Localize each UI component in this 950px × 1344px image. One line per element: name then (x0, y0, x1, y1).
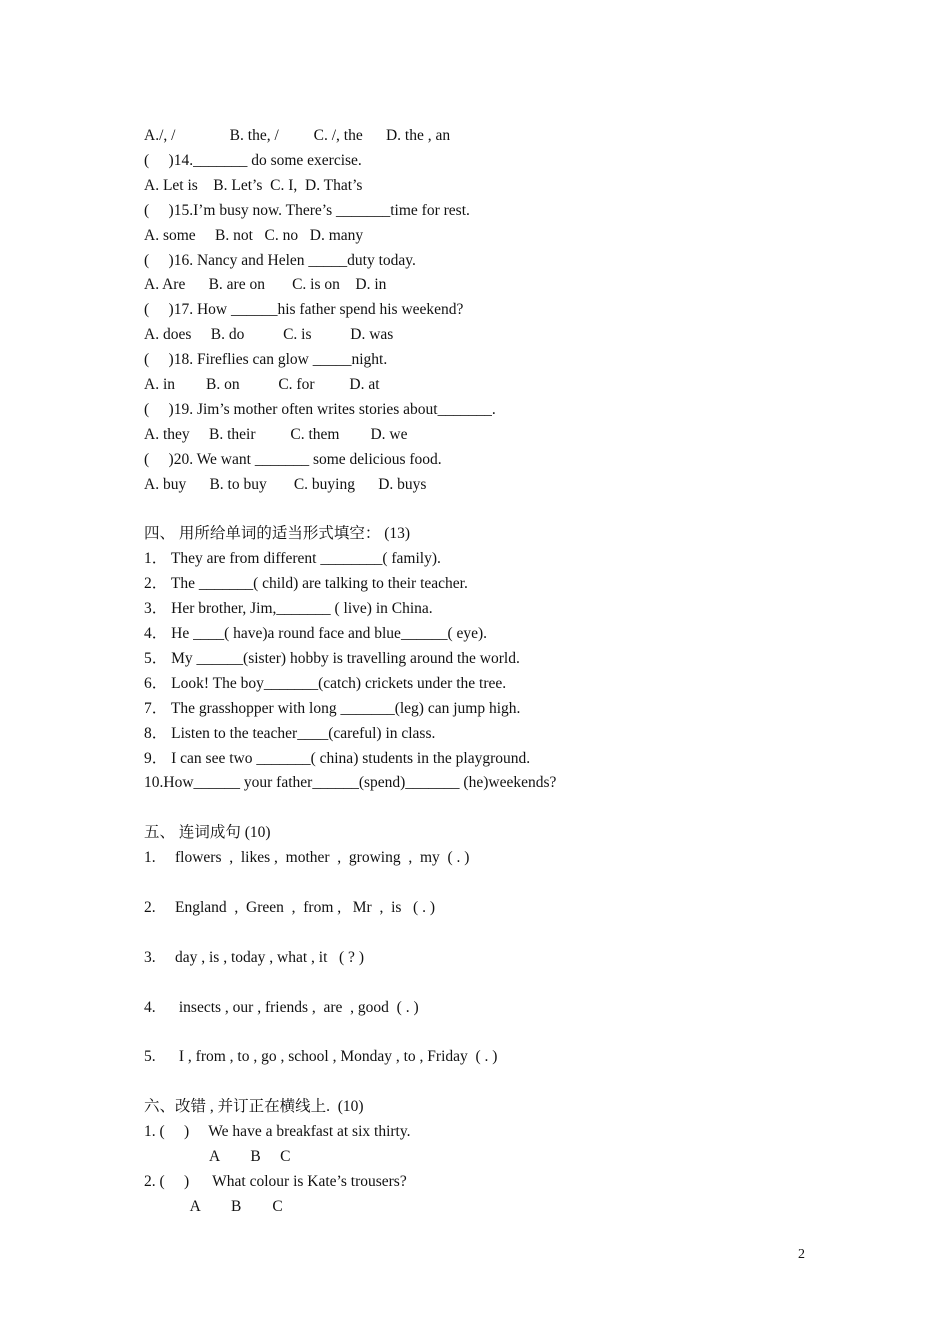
text-line: A. Are B. are on C. is on D. in (144, 276, 387, 294)
text-line: 9． I can see two _______( china) students in the playground. (144, 749, 531, 767)
page-number: 2 (798, 1247, 805, 1262)
text-line: ( )19. Jim’s mother often writes stories about_______. (144, 400, 496, 418)
text-line: ( )17. How ______his father spend his weekend? (144, 301, 464, 319)
text-line: A B C (144, 1147, 291, 1165)
text-line: 1. ( ) We have a breakfast at six thirty. (144, 1123, 411, 1140)
text-line: 2. England , Green , from , Mr , is ( . ) (144, 898, 436, 916)
text-line: ( )14._______ do some exercise. (144, 151, 362, 169)
text-line: A B C (144, 1197, 283, 1215)
text-line: A. they B. their C. them D. we (144, 425, 408, 443)
text-line: 5． My ______(sister) hobby is travelling around the world. (144, 649, 520, 667)
text-line: ( )15.I’m busy now. There’s _______time for rest. (144, 201, 470, 219)
text-line: ( )16. Nancy and Helen _____duty today. (144, 251, 416, 269)
text-line: 3． Her brother, Jim,_______ ( live) in China. (144, 600, 433, 618)
text-line: 1． They are from different ________( family). (144, 550, 441, 568)
text-line: 2． The _______( child) are talking to their teacher. (144, 575, 468, 593)
text-line: ( )20. We want _______ some delicious food. (144, 450, 442, 468)
text-line: 8． Listen to the teacher____(careful) in class. (144, 724, 436, 742)
text-line: A. Let is B. Let’s C. I, D. That’s (144, 176, 363, 194)
text-line: 2. ( ) What colour is Kate’s trousers? (144, 1172, 407, 1190)
text-line: 3. day , is , today , what , it ( ? ) (144, 948, 364, 966)
text-line: A. some B. not C. no D. many (144, 226, 364, 244)
text-line: 四、 用所给单词的适当形式填空： (13) (144, 525, 411, 543)
text-line: A. in B. on C. for D. at (144, 376, 380, 393)
text-line: 4. insects , our , friends , are , good ( . ) (144, 998, 419, 1016)
text-line: 5. I , from , to , go , school , Monday , to , Friday ( . ) (144, 1048, 498, 1066)
text-line: 五、 连词成句 (10) (144, 824, 271, 842)
text-line: 4． He ____( have)a round face and blue______( eye). (144, 625, 488, 642)
text-line: A. does B. do C. is D. was (144, 326, 394, 344)
text-line: 7． The grasshopper with long _______(leg) can jump high. (144, 699, 521, 717)
text-line: A./, / B. the, / C. /, the D. the , an (144, 127, 451, 144)
text-line: 6． Look! The boy_______(catch) crickets under the tree. (144, 674, 507, 692)
text-line: ( )18. Fireflies can glow _____night. (144, 351, 388, 369)
text-line: 1. flowers , likes , mother , growing , my ( . ) (144, 849, 470, 867)
text-line: 六、改错 , 并订正在横线上. (10) (144, 1098, 364, 1116)
text-line: A. buy B. to buy C. buying D. buys (144, 475, 427, 493)
text-line: 10.How______ your father______(spend)_______ (he)weekends? (144, 774, 557, 792)
